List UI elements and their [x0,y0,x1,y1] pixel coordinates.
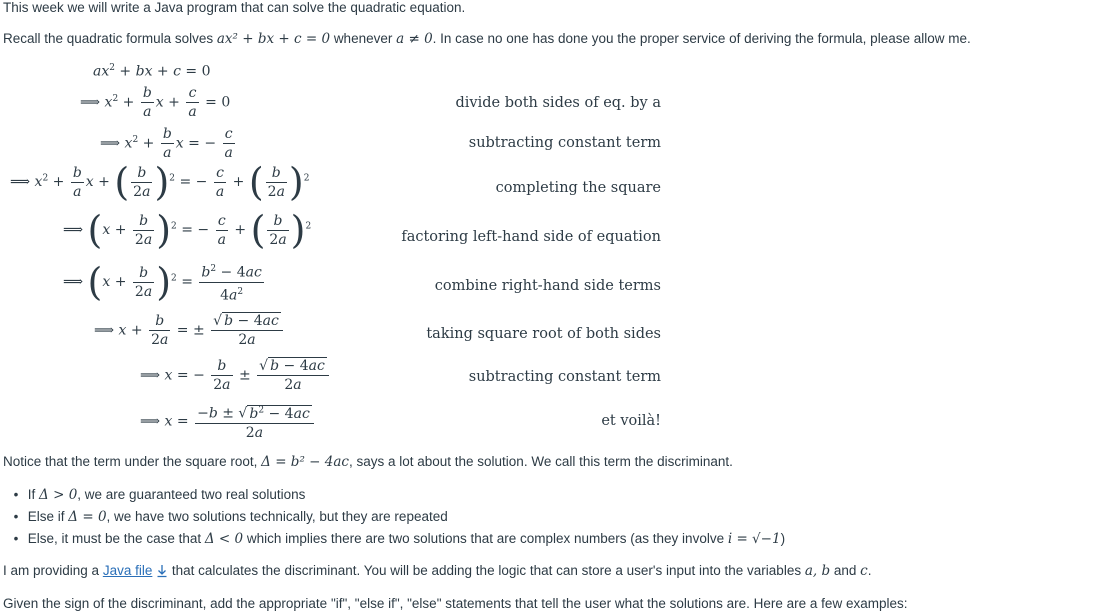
download-icon[interactable] [156,564,168,578]
recall-text-before: Recall the quadratic formula solves [3,31,214,46]
notice-text-after: , says a lot about the solution. We call this term the discriminant. [348,454,733,469]
recall-formula: ax² + bx + c = 0 [216,31,331,47]
note-subtract-2: subtracting constant term [468,369,661,385]
closing-paragraph: Given the sign of the discriminant, add the appropriate "if", "else if", "else" statements that tell the user what the solutions are. Here are a few examples: [3,596,908,611]
note-voila: et voilà! [601,413,661,429]
note-complete-square: completing the square [495,180,661,196]
bullet-text: , we are guaranteed two real solutions [77,487,306,502]
derivation-line-9: ⟹ x = $\frac{-b \pm √ b^2 - 4ac}{2a}$ [140,401,316,442]
providing-and: and [830,563,861,578]
bullet-math: Δ < 0 [204,531,244,547]
note-divide: divide both sides of eq. by a [455,95,661,111]
bullet-math: i = √−1 [727,531,781,547]
derivation-line-5: ⟹ (x + $\frac{b}{2a}$ )$^2$ = − $\frac{c}{a}$ + ( $\frac{b}{2a}$ )$^2$ [63,208,312,252]
derivation-line-3: ⟹ $x^2$ + $\frac{b}{a}$ x = − $\frac{c}{a}$ [100,126,233,161]
providing-text-after: that calculates the discriminant. You will be adding the logic that can store a user's input into the variables [168,563,802,578]
recall-paragraph [3,31,971,47]
providing-var-c: c [860,563,868,579]
list-item [8,506,785,528]
providing-paragraph [3,563,871,579]
bullet-text: which implies there are two solutions that are complex numbers (as they involve [243,531,728,546]
derivation-line-6: ⟹ (x + $\frac{b}{2a}$ )$^2$ = $\frac{b^2 - 4ac}{4a^2}$ [63,260,262,305]
note-sqrt: taking square root of both sides [426,326,661,342]
providing-vars: a, b [804,563,831,579]
derivation-line-8: ⟹ x = − $\frac{b}{2a}$ ± $\frac{√ b - 4ac}{2a}$ [140,357,331,394]
notice-paragraph [3,454,733,470]
bullet-math: Δ > 0 [39,487,78,503]
bullet-text: Else, it must be the case that [27,531,202,546]
derivation-line-1: $ax^2$ + bx + c = 0 [93,63,211,80]
note-combine: combine right-hand side terms [434,278,661,294]
providing-text-before: I am providing a [3,563,100,578]
derivation-line-4: ⟹ $x^2$ + $\frac{b}{a}$ x + ( $\frac{b}{2a}$ )$^2$ = − $\frac{c}{a}$ + ( $\frac{b}{2a}$ )$^2$ [10,160,310,204]
bullet-math: Δ = 0 [68,509,107,525]
bullet-text: If [27,487,36,502]
notice-text-before: Notice that the term under the square root, [3,454,258,469]
discriminant-cases-list [8,484,785,550]
notice-expr: Δ = b² − 4ac [261,454,349,470]
derivation-line-2: ⟹ $x^2$ + $\frac{b}{a}$ x + $\frac{c}{a}$ = 0 [80,85,231,120]
list-item [8,484,785,506]
recall-condition: a ≠ 0 [396,31,433,47]
intro-text: This week we will write a Java program that can solve the quadratic equation. [3,0,466,15]
java-file-link[interactable]: Java file [102,563,153,578]
list-item [8,528,785,550]
note-subtract-1: subtracting constant term [468,135,661,151]
bullet-text: Else if [27,509,65,524]
recall-text-after: . In case no one has done you the proper service of deriving the formula, please allow me. [432,31,971,46]
note-factoring: factoring left-hand side of equation [401,229,661,245]
bullet-text: ) [780,531,786,546]
providing-end: . [867,563,872,578]
bullet-text: , we have two solutions technically, but they are repeated [106,509,448,524]
derivation-line-7: ⟹ x + $\frac{b}{2a}$ = ± $\frac{√ b - 4ac}{2a}$ [94,312,285,349]
recall-text-middle: whenever [333,31,393,46]
